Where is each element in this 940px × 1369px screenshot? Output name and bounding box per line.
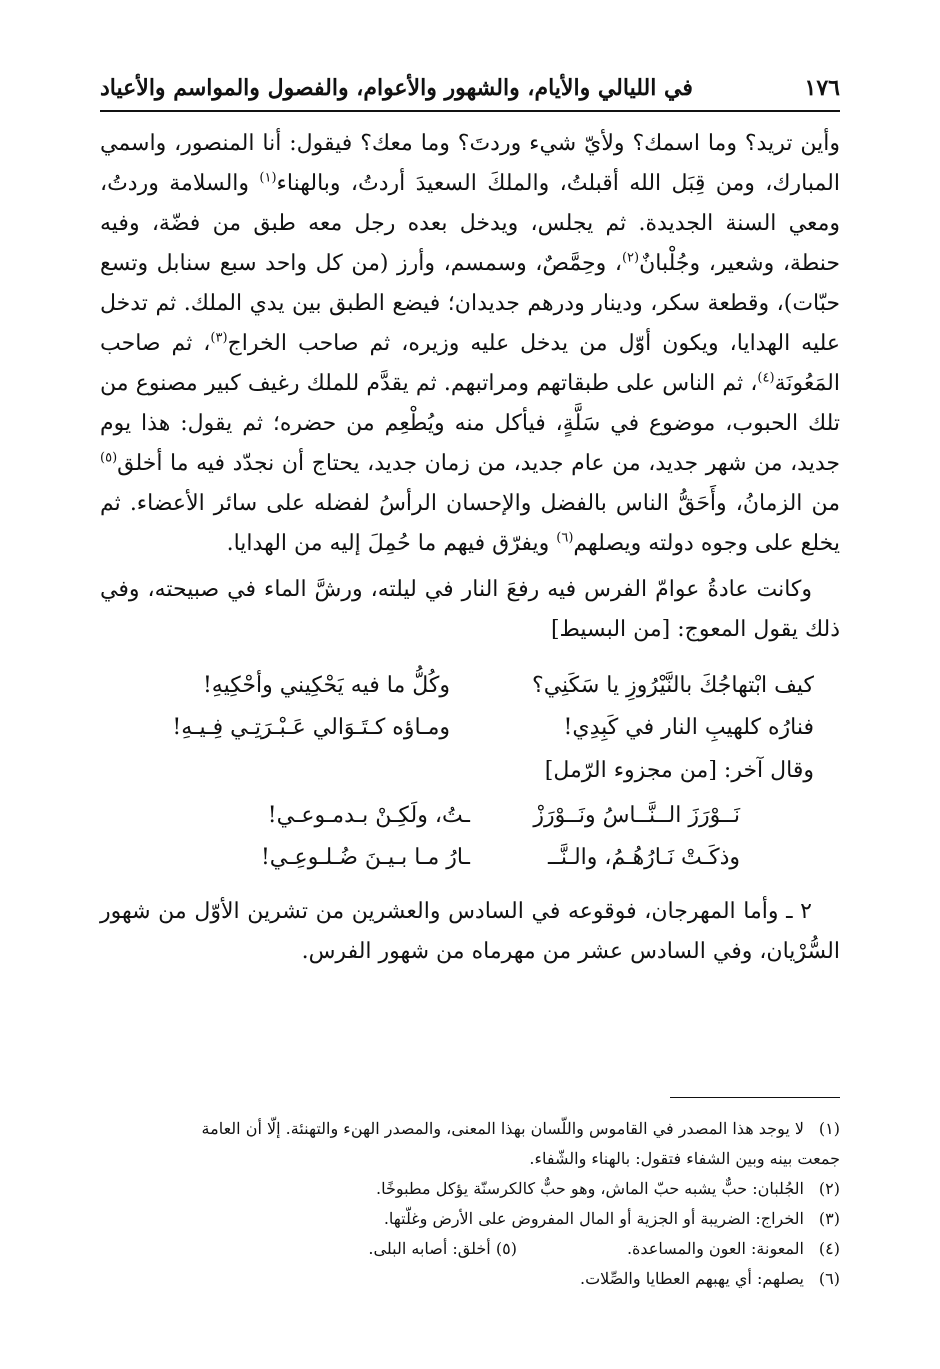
footnote-mark: (١) [259, 170, 277, 186]
paragraph-3: ٢ ـ وأما المهرجان، فوقوعه في السادس والعشرين من تشرين الأوّل من شهور السُّرْيان، وفي السادس عشر من مهرماه من شهور الفرس. [100, 899, 840, 964]
footnotes-rule [670, 1097, 840, 1098]
page-header [100, 68, 840, 108]
footnote-mark: (٥) [100, 450, 118, 466]
hemistich-second: ـارُ مـا بـيـنَ ضُـلـوعِـي! [260, 844, 470, 870]
main-text [100, 124, 840, 972]
paragraph-2: وكانت عادةُ عوامّ الفرس فيه رفعَ النار في ليلته، ورشَّ الماء في صبيحته، وفي ذلك يقول المعوج: [من البسيط] [100, 577, 840, 642]
hemistich-first: وذكَـتْ نَـارُهُـمُ، والـنَّــ [547, 844, 740, 870]
hemistich-second: ومـاؤه كـتَـوَالي عَـبْـرَتِـي فِـيـهِ! [172, 714, 450, 740]
header-rule [100, 110, 840, 112]
verse-line [100, 836, 840, 878]
footnote-mark: (٢) [621, 250, 640, 266]
hemistich-second: وكُلُّ ما فيه يَحْكِيني وأحْكِيهِ! [202, 672, 450, 698]
running-title: في الليالي والأيام، والشهور والأعوام، والفصول والمواسم والأعياد [100, 75, 693, 101]
hemistich-first: كيف ابْتهاجُكَ بالنَّيْرُوزِ يا سَكَنِي؟ [532, 672, 814, 698]
verse-line [100, 664, 840, 706]
poem-2-intro: وقال آخر: [من مجزوء الرّمل] [544, 758, 814, 783]
verse-line [100, 706, 840, 748]
footnote: (٦)يصلهم: أي يهبهم العطايا والصِّلات. [579, 1269, 840, 1288]
footnote: (١)لا يوجد هذا المصدر في القاموس واللّسان بهذا المعنى، والمصدر الهنء والتهنئة. إلّا أن العامة [201, 1119, 840, 1138]
footnote-mark: (٣) [210, 330, 228, 346]
footnote-mark: (٦) [556, 530, 574, 546]
footnote: (٤)المعونة: العون والمساعدة.(٥) أخلق: أصابه البلى. [368, 1239, 840, 1258]
footnote-mark: (٤) [757, 370, 775, 386]
page-number: ١٧٦ [804, 75, 840, 101]
poem-2 [100, 794, 840, 878]
hemistich-first: فنارُه كلهيبِ النار في كَبِدِي! [563, 714, 814, 740]
verse-line [100, 794, 840, 836]
footnotes [100, 1114, 840, 1294]
footnote-continuation: جمعت بينه وبين الشفاء فتقول: بالهناء والشّفاء. [529, 1149, 840, 1168]
footnote: (٣)الخراج: الضريبة أو الجزية أو المال المفروض على الأرض وغلّتها. [383, 1209, 840, 1228]
poem-1 [100, 664, 840, 748]
hemistich-first: نَــوْرَزَ الــنَّــاسُ ونَــوْرَزْ [533, 802, 740, 828]
footnote: (٢)الجُلبان: حبٌّ يشبه حبّ الماش، وهو حبٌّ كالكرسنّة يؤكل مطبوخًا. [375, 1179, 840, 1198]
hemistich-second: ـتُ، ولَكِـنْ بـدمـوعـي! [267, 802, 470, 828]
paragraph-1: وأين تريد؟ وما اسمك؟ ولأيّ شيء وردتَ؟ وما معك؟ فيقول: أنا المنصور، واسمي المبارك، ومن قِبَل الله أقبلتُ، والملكَ السعيدَ أردتُ، وبالهناء$^{(١)}$ والسلامة وردتُ، ومعي السنة الجديدة. ثم يجلس، ويدخل بعده رجل معه طبق من فضّة، وفيه حنطة، وشعير، وجُلْبانٌ$^{(٢)}$، وحِمَّصٌ، وسمسم، وأرز (من كل واحد سبع سنابل وتسع حبّات)، وقطعة سكر، ودينار ودرهم جديدان؛ فيضع الطبق بين يدي الملك. ثم تدخل عليه الهدايا، ويكون أوّل من يدخل عليه وزيره، ثم صاحب الخراج$^{(٣)}$، ثم صاحب المَعُونَة$^{(٤)}$، ثم الناس على طبقاتهم ومراتبهم. ثم يقدَّم للملك رغيف كبير مصنوع من تلك الحبوب، موضوع في سَلَّةٍ، فيأكل منه ويُطْعِم من حضره؛ ثم يقول: هذا يوم جديد، من شهر جديد، من عام جديد، من زمان جديد، يحتاج أن نجدّد فيه ما أخلق$^{(٥)}$ من الزمانُ، وأَحَقُّ الناس بالفضل والإحسان الرأسُ لفضله على سائر الأعضاء. ثم يخلع على وجوه دولته ويصلهم$^{(٦)}$ ويفرّق فيهم ما حُمِلَ إليه من الهدايا. [100, 131, 840, 556]
